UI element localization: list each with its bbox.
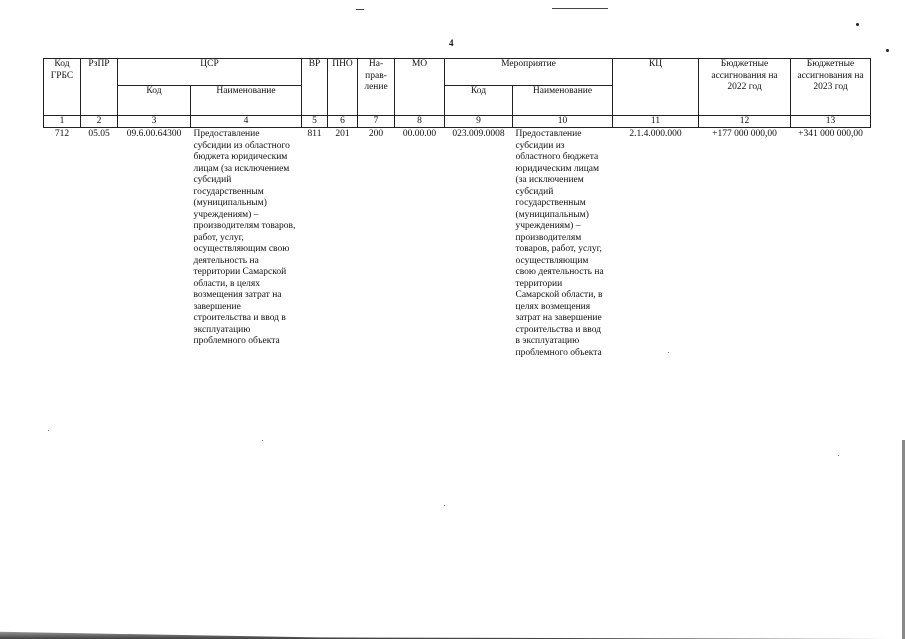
header-mo: МО [395,59,445,116]
header-napravlenie: На-прав-ление [358,59,395,116]
cell-mer-name: Предоставление субсидии из областного бюджета юридическим лицам (за исключением субсидий государственным (муниципальным) учреждениям) – производителям товаров, работ, услуг, осуществляющим свою деятельность на территории Самарской области, в целях возмещения затрат на завершение строительства и ввод в эксплуатацию проблемного объекта [513,128,613,360]
column-number: 6 [328,116,358,128]
cell-rzpr: 05.05 [81,128,118,360]
column-number: 10 [513,116,613,128]
column-number: 1 [44,116,81,128]
scan-artifact-speck [838,455,839,456]
column-number: 5 [302,116,328,128]
cell-csr-name: Предоставление субсидии из областного бюджета юридическим лицам (за исключением субсидий государственным (муниципальным) учреждениям) – производителям товаров, работ, услуг, осуществляющим свою деятельность на территории Самарской области, в целях возмещения затрат на завершение строительства и ввод в эксплуатацию проблемного объекта [191,128,302,360]
scan-artifact-line [356,9,364,10]
header-mer-kod: Код [445,86,513,116]
cell-vr: 811 [302,128,328,360]
header-mer-name: Наименование [513,86,613,116]
cell-kc: 2.1.4.000.000 [613,128,699,360]
cell-mer-kod: 023.009.0008 [445,128,513,360]
header-rzpr: РзПР [81,59,118,116]
header-vr: ВР [302,59,328,116]
scan-artifact-speck [444,505,445,506]
budget-table [43,58,871,359]
column-number: 3 [118,116,191,128]
column-number: 12 [699,116,791,128]
scan-artifact-speck [48,430,49,431]
header-kc: КЦ [613,59,699,116]
page-number: 4 [449,38,454,48]
header-meropriyatie: Мероприятие [445,59,613,86]
cell-pno: 201 [328,128,358,360]
column-number: 2 [81,116,118,128]
cell-budget-2023: +341 000 000,00 [791,128,871,360]
cell-budget-2022: +177 000 000,00 [699,128,791,360]
header-csr-name: Наименование [191,86,302,116]
column-number: 11 [613,116,699,128]
header-kod-grbs: Код ГРБС [44,59,81,116]
column-number: 9 [445,116,513,128]
cell-mo: 00.00.00 [395,128,445,360]
scan-artifact-line [552,8,608,9]
table-header-row [44,59,871,86]
column-number-row [44,116,871,128]
column-number: 7 [358,116,395,128]
column-number: 4 [191,116,302,128]
header-csr: ЦСР [118,59,302,86]
cell-csr-kod: 09.6.00.64300 [118,128,191,360]
cell-kod-grbs: 712 [44,128,81,360]
header-pno: ПНО [328,59,358,116]
scan-edge-shadow [0,623,905,639]
header-budget-2023: Бюджетные ассигнования на 2023 год [791,59,871,116]
header-budget-2022: Бюджетные ассигнования на 2022 год [699,59,791,116]
scan-artifact-dot [886,49,889,52]
scan-artifact-dot [856,23,859,26]
cell-napravlenie: 200 [358,128,395,360]
column-number: 13 [791,116,871,128]
header-csr-kod: Код [118,86,191,116]
table-row [44,128,871,360]
column-number: 8 [395,116,445,128]
scan-artifact-speck [262,440,263,441]
